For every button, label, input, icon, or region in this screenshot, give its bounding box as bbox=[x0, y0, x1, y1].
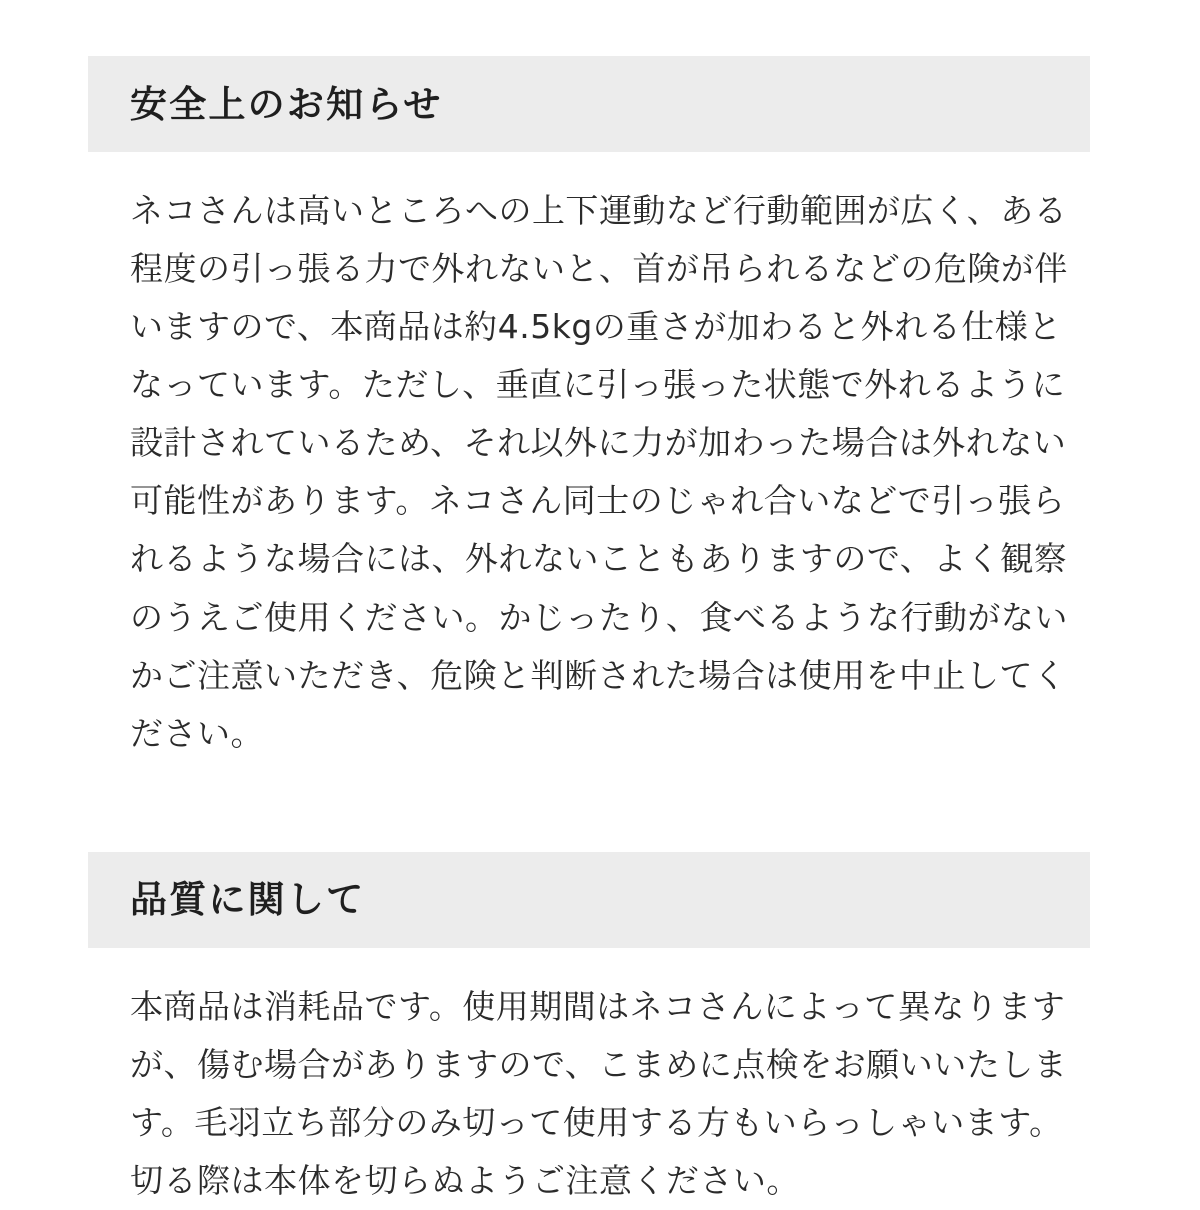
section-body-quality: 本商品は消耗品です。使用期間はネコさんによって異なりますが、傷む場合がありますので、こまめに点検をお願いいたします。毛羽立ち部分のみ切って使用する方もいらっしゃいます。切る際は本体を切らぬようご注意ください。 bbox=[130, 986, 1068, 1201]
section-body-safety: ネコさんは高いところへの上下運動など行動範囲が広く、ある程度の引っ張る力で外れないと、首が吊られるなどの危険が伴いますので、本商品は約4.5kgの重さが加わると外れる仕様となっています。ただし、垂直に引っ張った状態で外れるように設計されているため、それ以外に力が加わった場合は外れない可能性があります。ネコさん同士のじゃれ合いなどで引っ張られるような場合には、外れないこともありますので、よく観察のうえご使用ください。かじったり、食べるような行動がないかご注意いただき、危険と判断された場合は使用を中止してください。 bbox=[130, 191, 1068, 753]
section-safety-notice bbox=[130, 56, 1070, 763]
section-quality bbox=[130, 852, 1070, 1210]
section-heading-safety bbox=[88, 56, 1090, 152]
section-title: 品質に関して bbox=[130, 878, 366, 922]
section-title: 安全上のお知らせ bbox=[130, 82, 443, 126]
section-heading-quality bbox=[88, 852, 1090, 948]
section-spacer bbox=[130, 796, 1070, 852]
